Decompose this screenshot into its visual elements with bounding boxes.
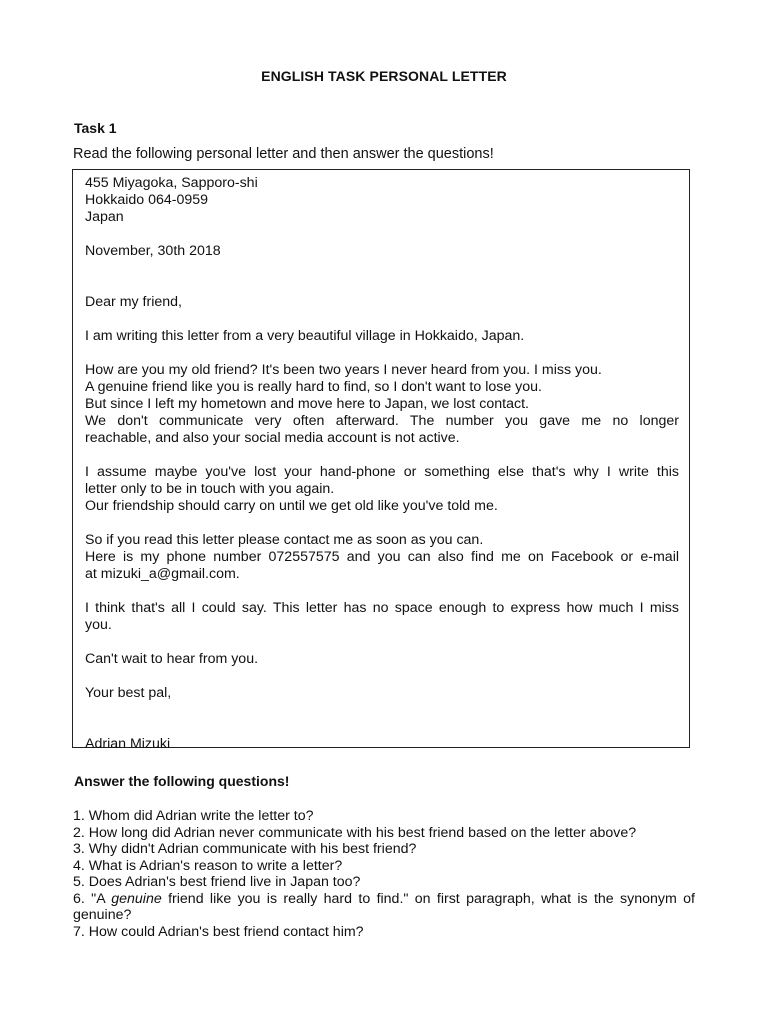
address-line: Japan [85, 209, 124, 225]
questions-heading: Answer the following questions! [74, 773, 290, 789]
letter-box [72, 169, 690, 752]
question-suffix: friend like you is really hard to find." on first paragraph, what is the synonym of genuine? [73, 890, 695, 923]
question-item: 5. Does Adrian's best friend live in Japan too? [73, 874, 361, 890]
letter-line: you. [85, 617, 112, 633]
letter-line: I think that's all I could say. This letter has no space enough to express how much I miss [85, 600, 679, 616]
question-item: 1. Whom did Adrian write the letter to? [73, 808, 314, 824]
document-title: ENGLISH TASK PERSONAL LETTER [261, 68, 507, 84]
task-instruction: Read the following personal letter and then answer the questions! [73, 146, 494, 162]
letter-greeting: Dear my friend, [85, 294, 182, 310]
address-line: Hokkaido 064-0959 [85, 192, 209, 208]
letter-line: But since I left my hometown and move here to Japan, we lost contact. [85, 396, 529, 412]
question-emphasis: genuine [111, 890, 162, 907]
question-item: 7. How could Adrian's best friend contact him? [73, 923, 364, 940]
letter-line: A genuine friend like you is really hard to find, so I don't want to lose you. [85, 379, 542, 395]
task-heading: Task 1 [74, 120, 117, 136]
letter-signature: Adrian Mizuki [85, 736, 171, 752]
question-item: 3. Why didn't Adrian communicate with his best friend? [73, 841, 417, 857]
address-line: 455 Miyagoka, Sapporo-shi [85, 175, 258, 191]
letter-line: How are you my old friend? It's been two years I never heard from you. I miss you. [85, 362, 602, 378]
letter-paragraph: Can't wait to hear from you. [85, 651, 259, 667]
letter-line: letter only to be in touch with you again. [85, 481, 335, 497]
questions-list [73, 808, 695, 940]
letter-date: November, 30th 2018 [85, 243, 221, 259]
letter-line: Our friendship should carry on until we get old like you've told me. [85, 498, 498, 514]
letter-line: I assume maybe you've lost your hand-phone or something else that's why I write this [85, 464, 679, 480]
question-prefix: 6. "A [73, 890, 112, 907]
question-item: 4. What is Adrian's reason to write a letter? [73, 857, 343, 874]
letter-line: reachable, and also your social media account is not active. [85, 430, 460, 446]
question-item: 2. How long did Adrian never communicate with his best friend based on the letter above? [73, 824, 637, 841]
letter-paragraph: I am writing this letter from a very beautiful village in Hokkaido, Japan. [85, 328, 525, 344]
letter-closing: Your best pal, [85, 685, 172, 701]
letter-line: at mizuki_a@gmail.com. [85, 566, 240, 582]
letter-line: Here is my phone number 072557575 and you can also find me on Facebook or e-mail [85, 549, 679, 565]
letter-line: So if you read this letter please contact me as soon as you can. [85, 532, 484, 548]
question-item [73, 891, 695, 924]
letter-line: We don't communicate very often afterward. The number you gave me no longer [85, 413, 679, 429]
